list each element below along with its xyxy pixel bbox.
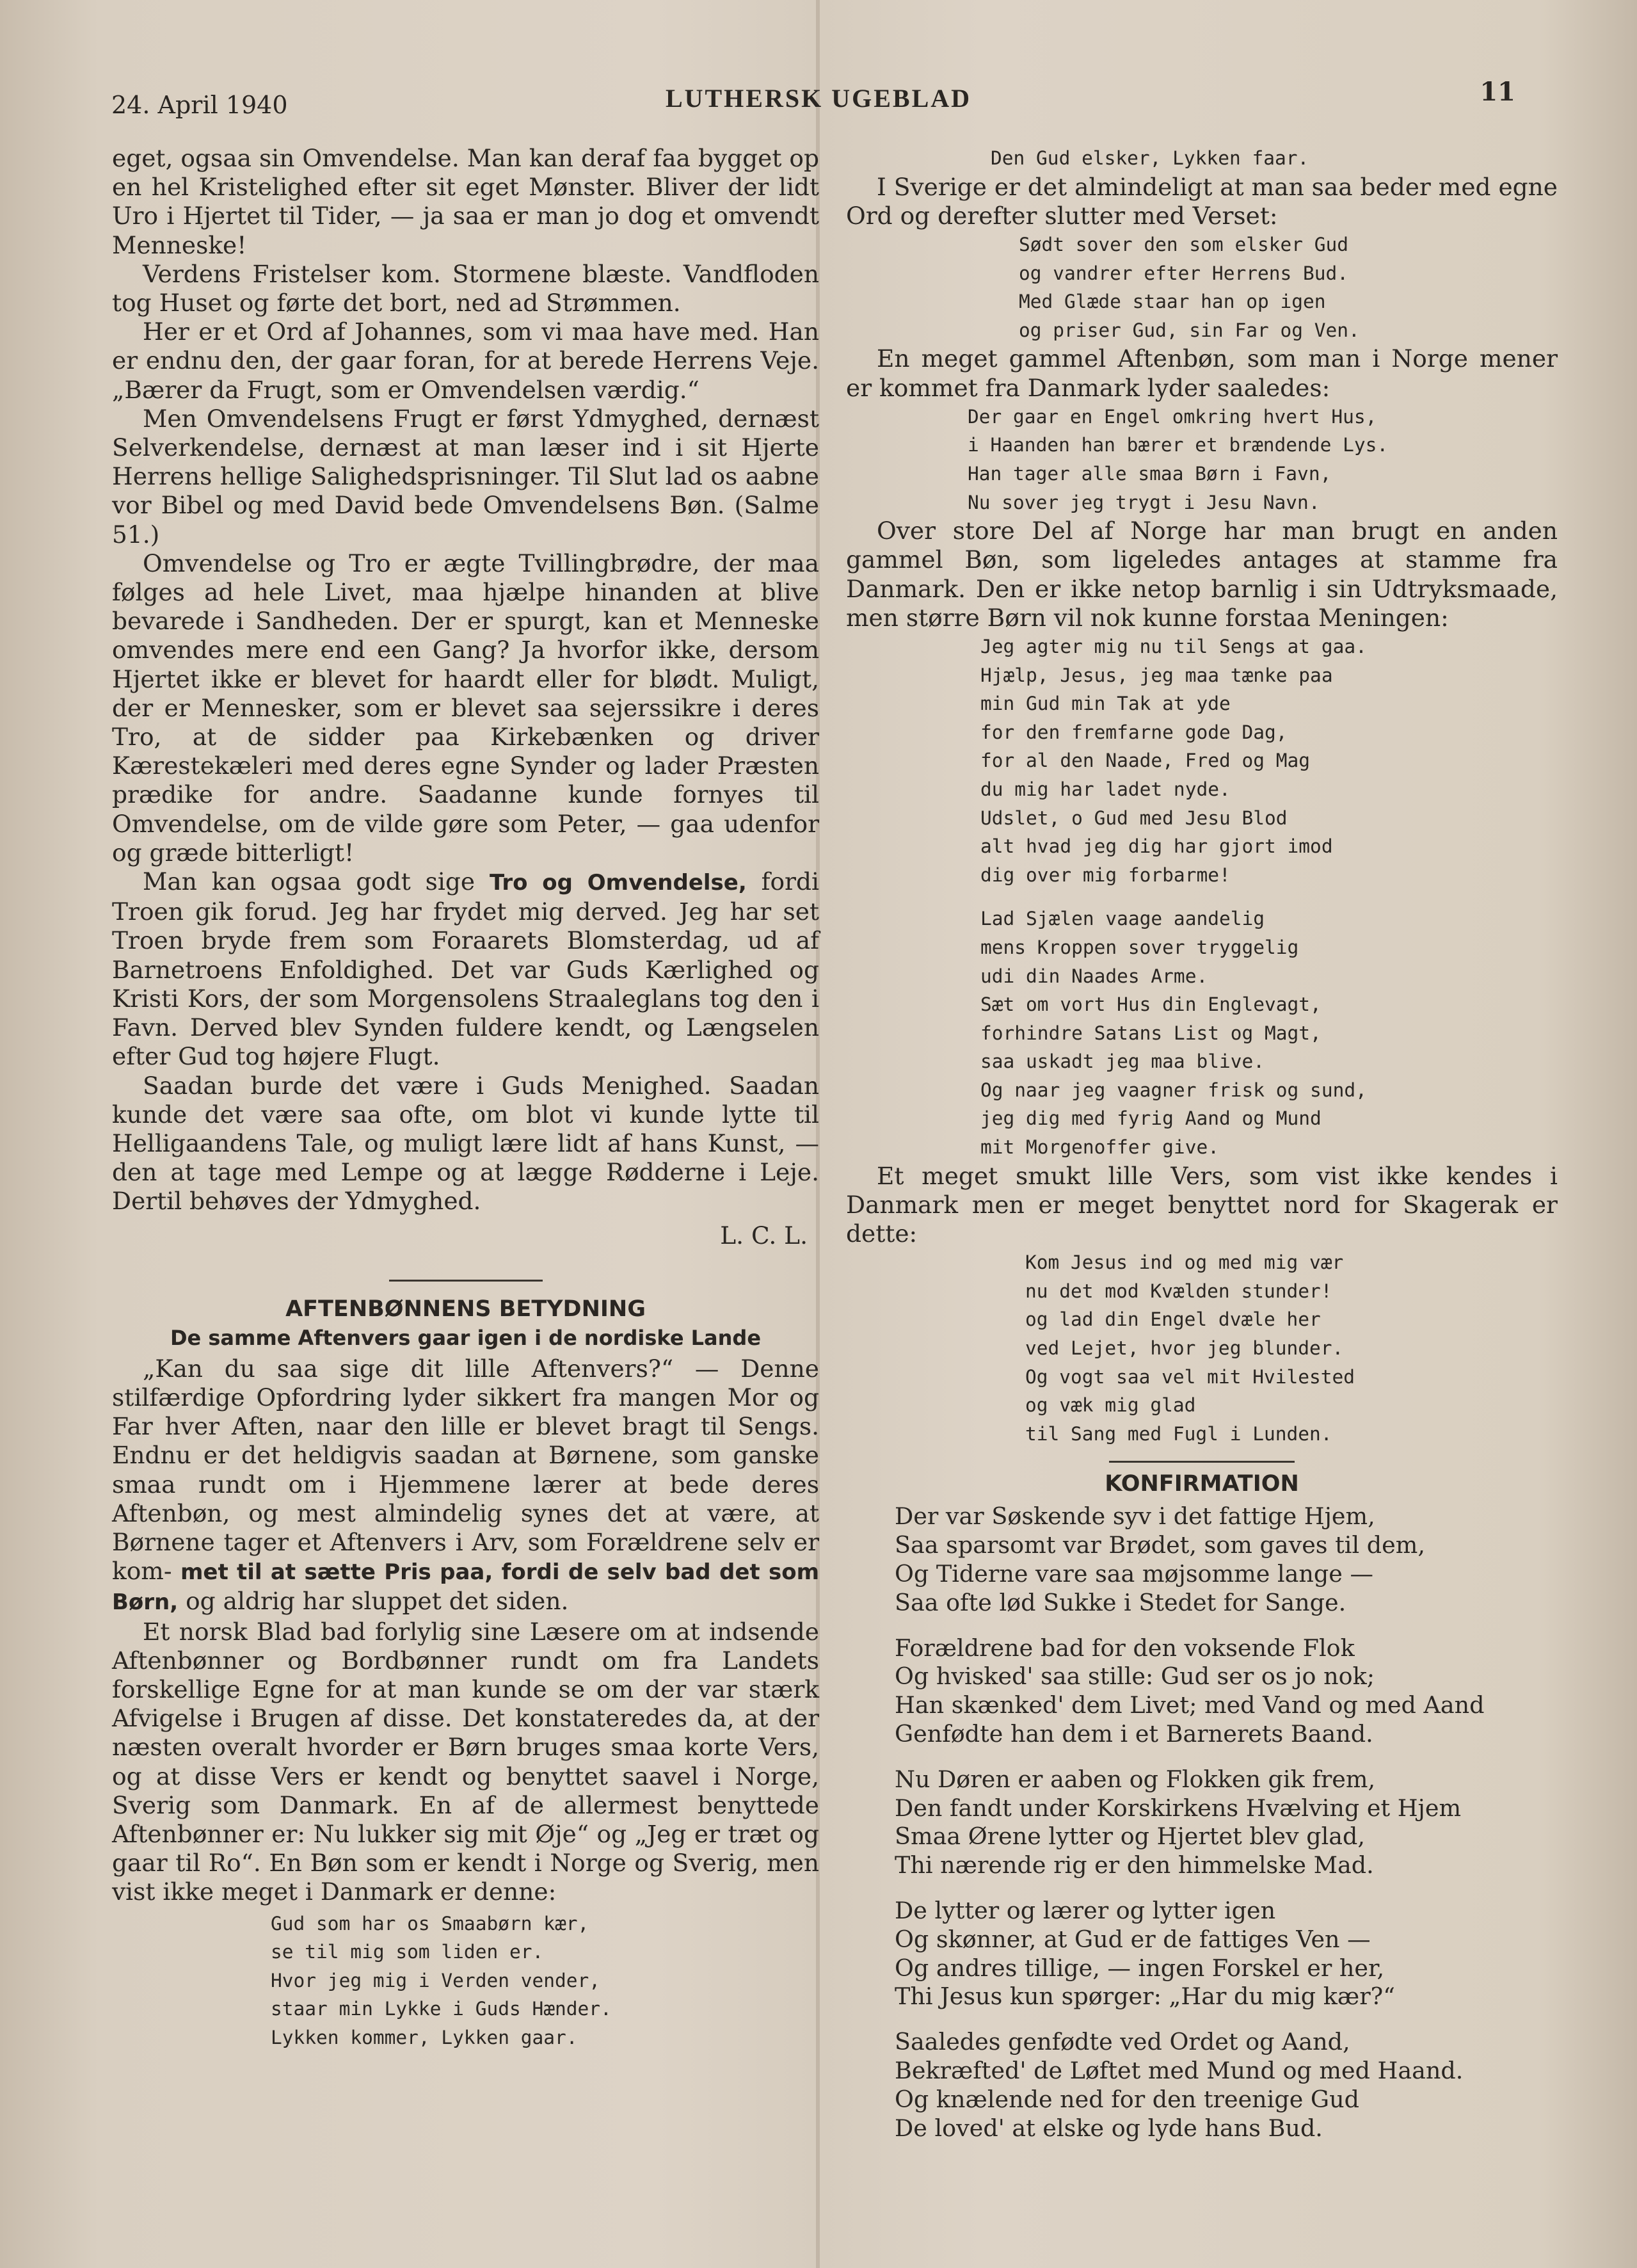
verse-line: saa uskadt jeg maa blive.: [980, 1050, 1265, 1073]
verse-line: og væk mig glad: [1025, 1394, 1196, 1417]
paragraph: Over store Del af Norge har man brugt en anden gammel Bøn, som ligeledes antages at stamme fra Danmark. Den er ikke netop barnlig i sin Udtryksmaade, men større Børn vil nok kunne forstaa Meningen:: [846, 517, 1558, 632]
verse-line: Sødt sover den som elsker Gud: [1019, 234, 1349, 255]
poem-line: Saa sparsomt var Brødet, som gaves til dem,: [895, 1531, 1425, 1559]
verse-line: Hjælp, Jesus, jeg maa tænke paa: [980, 664, 1333, 686]
verse-line: Hvor jeg mig i Verden vender,: [271, 1969, 601, 1991]
poem-line: De loved' at elske og lyde hans Bud.: [895, 2114, 1323, 2142]
poem-line: Og knælende ned for den treenige Gud: [895, 2085, 1359, 2113]
verse-line: Gud som har os Smaabørn kær,: [271, 1912, 589, 1934]
page-number: 11: [1480, 77, 1515, 107]
verse-line: udi din Naades Arme.: [980, 965, 1208, 987]
bold-phrase: met til at sætte Pris paa, fordi de selv bad det som Børn,: [112, 1559, 819, 1616]
verse-line: Nu sover jeg trygt i Jesu Navn.: [968, 491, 1320, 513]
verse-line: du mig har ladet nyde.: [980, 778, 1231, 800]
poem-line: Og Tiderne vare saa møjsomme lange —: [895, 1560, 1373, 1588]
poem-stanza: [895, 1634, 1558, 1749]
poem-line: Og hvisked' saa stille: Gud ser os jo nok;: [895, 1662, 1375, 1691]
left-column: [112, 144, 819, 2052]
verse-line: Han tager alle smaa Børn i Favn,: [968, 462, 1332, 485]
verse-block: [846, 1248, 1558, 1448]
verse-line: i Haanden han bærer et brændende Lys.: [968, 434, 1389, 456]
poem-stanza: [895, 1897, 1558, 2011]
verse-line: dig over mig forbarme!: [980, 864, 1231, 886]
poem-line: Der var Søskende syv i det fattige Hjem,: [895, 1502, 1375, 1531]
paragraph: I Sverige er det almindeligt at man saa beder med egne Ord og derefter slutter med Verset:: [846, 172, 1558, 230]
section-divider: [389, 1280, 543, 1282]
verse-line: og lad din Engel dvæle her: [1025, 1308, 1321, 1331]
poem: [846, 1502, 1558, 2143]
paragraph: En meget gammel Aftenbøn, som man i Norge mener er kommet fra Danmark lyder saaledes:: [846, 344, 1558, 402]
verse-line: for al den Naade, Fred og Mag: [980, 750, 1311, 772]
poem-line: Nu Døren er aaben og Flokken gik frem,: [895, 1765, 1376, 1793]
verse-line: Lykken kommer, Lykken gaar.: [271, 2026, 578, 2048]
verse-line: mit Morgenoffer give.: [980, 1136, 1219, 1159]
verse-line: forhindre Satans List og Magt,: [980, 1022, 1322, 1044]
poem-line: Forældrene bad for den voksende Flok: [895, 1634, 1355, 1662]
bold-phrase: Tro og Omvendelse,: [489, 870, 747, 896]
paragraph: eget, ogsaa sin Omvendelse. Man kan deraf faa bygget op en hel Kristelighed efter sit eget Mønster. Bliver der lidt Uro i Hjertet til Tider, — ja saa er man jo dog et omvendt Menneske!: [112, 144, 819, 259]
issue-date: 24. April 1940: [111, 91, 288, 119]
poem-line: Genfødte han dem i et Barnerets Baand.: [895, 1720, 1373, 1748]
author-signature: L. C. L.: [720, 1221, 808, 1250]
article-subtitle: De samme Aftenvers gaar igen i de nordiske Lande: [170, 1325, 762, 1350]
verse-line: og priser Gud, sin Far og Ven.: [1019, 319, 1360, 341]
verse-line: Og vogt saa vel mit Hvilested: [1025, 1365, 1355, 1388]
paragraph: „Kan du saa sige dit lille Aftenvers?“ — Denne stilfærdige Opfordring lyder sikkert fra mangen Mor og Far hver Aften, naar den lille er blevet bragt til Sengs. Endnu er det heldigvis saadan at Børnene, som ganske smaa rundt om i Hjemmene lærer at bede deres Aftenbøn, og mest almindelig synes det at være, at Børnene tager et Aftenvers i Arv, som Forældrene selv er kom- met til at sætte Pris paa, fordi de selv bad det som Børn, og aldrig har sluppet det siden.: [112, 1354, 819, 1616]
poem-stanza: [895, 2028, 1558, 2143]
paragraph: Men Omvendelsens Frugt er først Ydmyghed, dernæst Selverkendelse, dernæst at man læser ind i sit Hjerte Herrens hellige Salighedsprisninger. Til Slut lad os aabne vor Bibel og med David bede Omvendelsens Bøn. (Salme 51.): [112, 404, 819, 549]
poem-line: Saa ofte lød Sukke i Stedet for Sange.: [895, 1588, 1346, 1616]
verse-line: Udslet, o Gud med Jesu Blod: [980, 807, 1288, 829]
paragraph: Omvendelse og Tro er ægte Tvillingbrødre, der maa følges ad hele Livet, maa hjælpe hinanden at blive bevarede i Sandheden. Der er spurgt, kan et Menneske omvendes mere end een Gang? Ja hvorfor ikke, dersom Hjertet ikke er blevet for haardt eller for blødt. Muligt, der er Mennesker, som er blevet saa sejerssikre i deres Tro, at de sidder paa Kirkebænken og driver Kærestekæleri med deres egne Synder og lader Præsten prædike for andre. Saadanne kunde fornyes til Omvendelse, om de vilde gøre som Peter, — gaa udenfor og græde bitterligt!: [112, 549, 819, 867]
poem-line: De lytter og lærer og lytter igen: [895, 1896, 1276, 1924]
verse-line: staar min Lykke i Guds Hænder.: [271, 1998, 612, 2020]
right-column: [846, 144, 1558, 2159]
poem-line: Og andres tillige, — ingen Forskel er her,: [895, 1954, 1385, 1982]
verse-line: ved Lejet, hvor jeg blunder.: [1025, 1337, 1344, 1360]
verse-line: Med Glæde staar han op igen: [1019, 291, 1326, 313]
paragraph: Saadan burde det være i Guds Menighed. Saadan kunde det være saa ofte, om blot vi kunde lytte til Helligaandens Tale, og muligt lære lidt af hans Kunst, — den at tage med Lempe og at lægge Rødderne i Leje. Dertil behøves der Ydmyghed.: [112, 1071, 819, 1216]
poem-line: Bekræfted' de Løftet med Mund og med Haand.: [895, 2056, 1464, 2084]
poem-line: Saaledes genfødte ved Ordet og Aand,: [895, 2028, 1350, 2056]
verse-line: alt hvad jeg dig har gjort imod: [980, 835, 1333, 858]
section-divider: [1109, 1461, 1295, 1463]
verse-line: Der gaar en Engel omkring hvert Hus,: [968, 405, 1377, 428]
poem-stanza: [895, 1502, 1558, 1617]
page-header: [109, 77, 1528, 128]
poem-line: Og skønner, at Gud er de fattiges Ven —: [895, 1925, 1371, 1953]
newspaper-title: LUTHERSK UGEBLAD: [665, 84, 972, 113]
paragraph: Verdens Fristelser kom. Stormene blæste. Vandfloden tog Huset og førte det bort, ned ad Strømmen.: [112, 259, 819, 318]
paragraph: Et norsk Blad bad forlylig sine Læsere om at indsende Aftenbønner og Bordbønner rundt om fra Landets forskellige Egne for at man kunde se om der var stærk Afvigelse i Brugen af disse. Det konstateredes da, at der næsten overalt hvorder er Børn bruges smaa korte Vers, og at disse Vers er kendt og benyttet saavel i Norge, Sverig som Danmark. En af de allermest benyttede Aftenbønner er: Nu lukker sig mit Øje“ og „Jeg er træt og gaar til Ro“. En Bøn som er kendt i Norge og Sverig, men vist ikke meget i Danmark er denne:: [112, 1617, 819, 1906]
verse-line: for den fremfarne gode Dag,: [980, 721, 1288, 743]
poem-line: Han skænked' dem Livet; med Vand og med Aand: [895, 1691, 1485, 1719]
article-title: KONFIRMATION: [1105, 1471, 1299, 1497]
poem-stanza: [895, 1765, 1558, 1880]
verse-block: [846, 230, 1558, 344]
verse-line: Kom Jesus ind og med mig vær: [1025, 1251, 1344, 1274]
paragraph: Et meget smukt lille Vers, som vist ikke kendes i Danmark men er meget benyttet nord for Skagerak er dette:: [846, 1161, 1558, 1248]
poem-line: Den fandt under Korskirkens Hvælving et Hjem: [895, 1794, 1462, 1822]
verse-line: min Gud min Tak at yde: [980, 693, 1231, 715]
poem-line: Thi Jesus kun spørger: „Har du mig kær?“: [895, 1982, 1395, 2011]
verse-block: [846, 403, 1558, 517]
verse-line: Den Gud elsker, Lykken faar.: [991, 147, 1309, 169]
paragraph: Her er et Ord af Johannes, som vi maa have med. Han er endnu den, der gaar foran, for at berede Herrens Veje. „Bærer da Frugt, som er Omvendelsen værdig.“: [112, 318, 819, 404]
verse-line: Jeg agter mig nu til Sengs at gaa.: [980, 635, 1367, 657]
verse-block: [846, 632, 1558, 1162]
verse-line: og vandrer efter Herrens Bud.: [1019, 262, 1349, 284]
verse-block: [846, 144, 1558, 173]
article-title: AFTENBØNNENS BETYDNING: [285, 1296, 646, 1322]
verse-line: nu det mod Kvælden stunder!: [1025, 1280, 1332, 1302]
verse-line: Lad Sjælen vaage aandelig: [980, 908, 1265, 930]
paragraph: Man kan ogsaa godt sige Tro og Omvendelse, fordi Troen gik forud. Jeg har frydet mig derved. Jeg har set Troen bryde frem som Foraarets Blomsterdag, ud af Barnetroens Enfoldighed. Det var Guds Kærlighed og Kristi Kors, der som Morgensolens Straaleglans tog den i Favn. Derved blev Synden fuldere kendt, og Længselen efter Gud tog højere Flugt.: [112, 867, 819, 1071]
stanza-gap: [980, 889, 1558, 905]
poem-line: Smaa Ørene lytter og Hjertet blev glad,: [895, 1822, 1366, 1851]
verse-line: til Sang med Fugl i Lunden.: [1025, 1422, 1332, 1445]
verse-line: Og naar jeg vaagner frisk og sund,: [980, 1079, 1367, 1101]
verse-line: jeg dig med fyrig Aand og Mund: [980, 1107, 1322, 1130]
verse-line: se til mig som liden er.: [271, 1941, 544, 1963]
poem-line: Thi nærende rig er den himmelske Mad.: [895, 1851, 1374, 1879]
verse-block: [112, 1910, 819, 2052]
verse-line: mens Kroppen sover tryggelig: [980, 936, 1299, 958]
verse-line: Sæt om vort Hus din Englevagt,: [980, 993, 1322, 1016]
